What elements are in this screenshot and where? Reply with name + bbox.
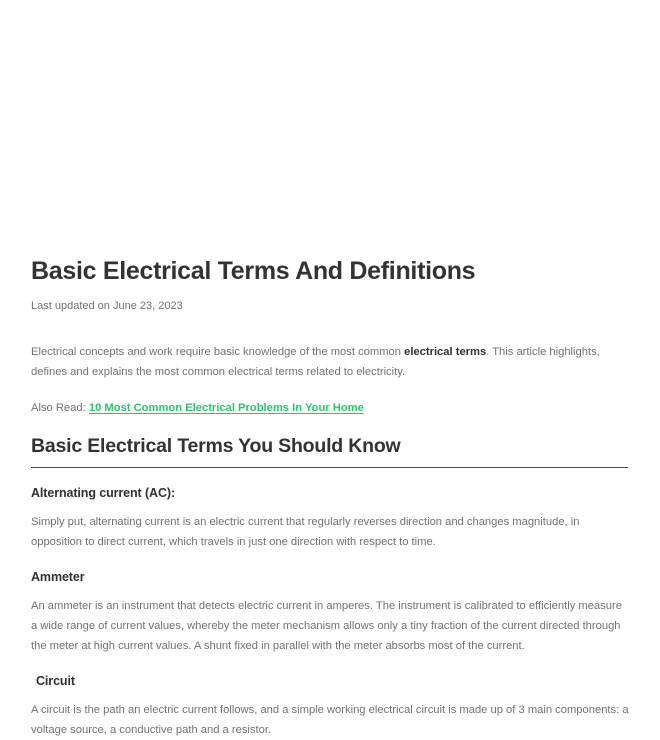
term-heading-alternating-current: Alternating current (AC):: [31, 486, 176, 500]
also-read-prefix: Also Read:: [31, 402, 86, 414]
intro-text-after: . This article highlights, defines and explains the most common electrical terms related to electricity.: [31, 346, 600, 378]
last-updated-text: Last updated on June 23, 2023: [31, 300, 183, 312]
section-divider: [31, 467, 628, 468]
intro-text-before: Electrical concepts and work require basic knowledge of the most common: [31, 346, 405, 358]
intro-strong-term: electrical terms: [404, 346, 487, 358]
term-heading-ammeter: Ammeter: [31, 570, 85, 584]
also-read-line: [31, 400, 629, 416]
article-content: [0, 256, 660, 740]
page-title: Basic Electrical Terms And Definitions: [31, 257, 476, 285]
term-body-circuit: A circuit is the path an electric current follows, and a simple working electrical circuit is made up of 3 main components: a voltage source, a conductive path and a resistor.: [31, 704, 629, 736]
term-heading-circuit: Circuit: [36, 674, 75, 688]
intro-paragraph: [31, 342, 603, 382]
section-title: Basic Electrical Terms You Should Know: [31, 435, 401, 457]
term-body-ammeter: An ammeter is an instrument that detects electric current in amperes. The instrument is calibrated to efficiently measure a wide range of current values, whereby the meter mechanism allows only a tiny fraction of the current directed through the meter at high current values. A shunt fixed in parallel with the meter absorbs most of the current.: [31, 600, 622, 652]
top-blank-region: [0, 0, 660, 256]
also-read-link[interactable]: 10 Most Common Electrical Problems In Your Home: [88, 402, 364, 414]
term-body-alternating-current: Simply put, alternating current is an electric current that regularly reverses direction and changes magnitude, in opposition to direct current, which travels in just one direction with respect to time.: [31, 516, 580, 548]
